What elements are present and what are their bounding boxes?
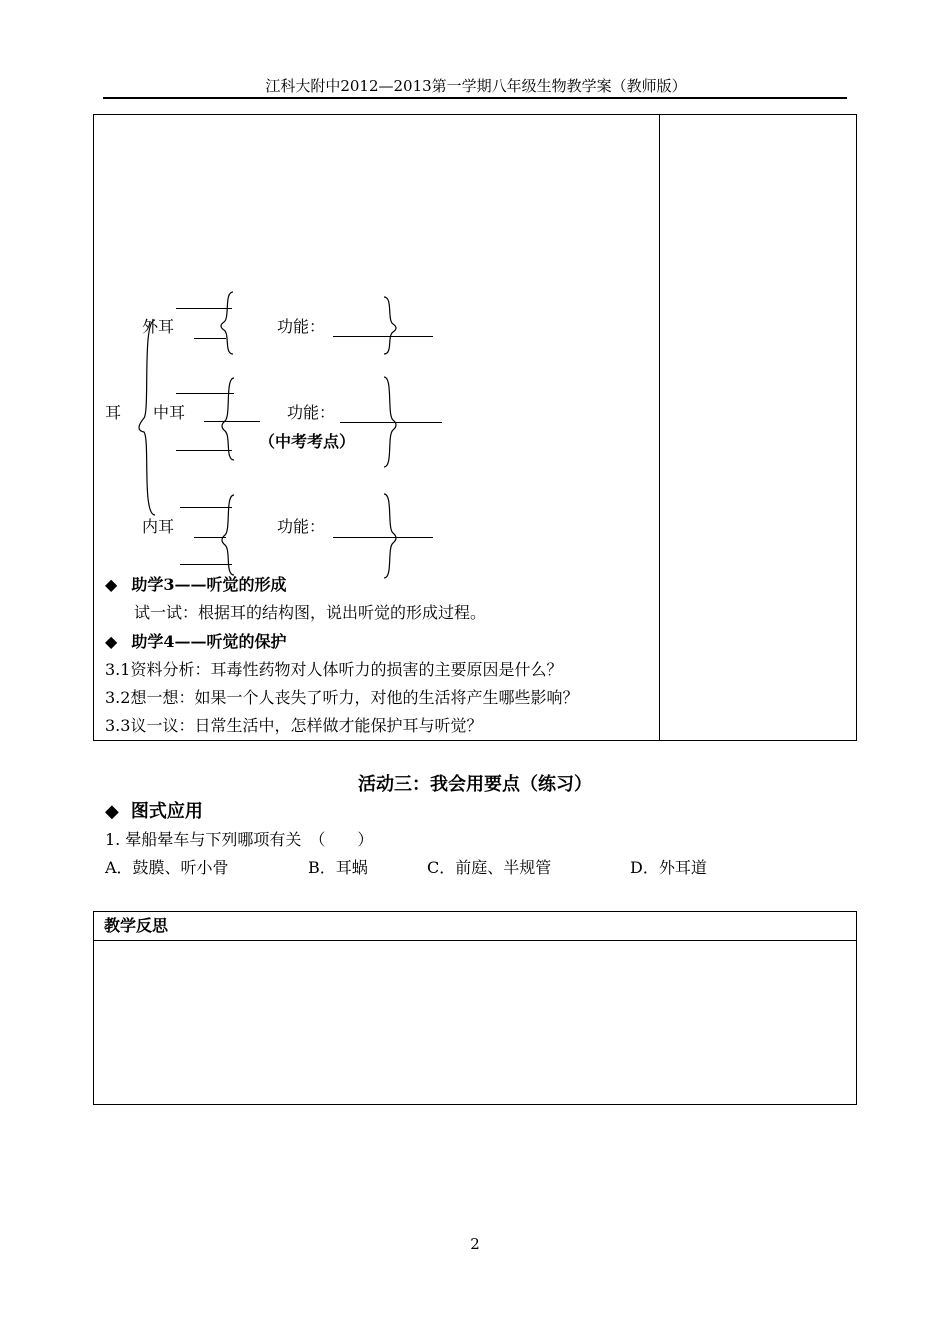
question-1-option-c: C．前庭、半规管 xyxy=(427,858,552,877)
inner-right-brace xyxy=(384,494,396,578)
page-number: 2 xyxy=(470,1235,480,1253)
section4-title: 助学4——听觉的保护 xyxy=(131,632,287,651)
subsection-title: 图式应用 xyxy=(130,801,203,822)
section3-text: 试一试：根据耳的结构图，说出听觉的形成过程。 xyxy=(134,603,487,622)
section4-heading xyxy=(105,631,286,653)
section3-heading xyxy=(105,574,286,596)
section4-item-2: 3.2想一想：如果一个人丧失了听力，对他的生活将产生哪些影响？ xyxy=(105,688,579,707)
ear-root-label: 耳 xyxy=(105,403,122,422)
inner-ear-label: 内耳 xyxy=(142,517,175,536)
section4-item-3: 3.3议一议：日常生活中，怎样做才能保护耳与听觉？ xyxy=(105,716,483,735)
section3-title: 助学3——听觉的形成 xyxy=(131,575,287,594)
exam-point-note: （中考考点） xyxy=(259,432,356,451)
section4-item-1: 3.1资料分析：耳毒性药物对人体听力的损害的主要原因是什么？ xyxy=(105,660,563,679)
reflection-header-divider xyxy=(93,940,857,941)
inner-ear-function-label: 功能： xyxy=(277,517,326,536)
diamond-bullet-icon: ◆ xyxy=(105,575,118,594)
page-header: 江科大附中2012—2013第一学期八年级生物教学案（教师版） xyxy=(265,77,687,95)
question-1-option-a: A．鼓膜、听小骨 xyxy=(105,858,229,877)
activity3-title: 活动三：我会用要点（练习） xyxy=(358,774,592,795)
middle-left-brace xyxy=(222,378,234,460)
question-1: 1. 晕船晕车与下列哪项有关 （ ） xyxy=(105,830,374,849)
outer-left-brace xyxy=(221,292,233,354)
outer-ear-label: 外耳 xyxy=(142,317,175,336)
outer-ear-function-label: 功能： xyxy=(277,317,326,336)
middle-ear-label: 中耳 xyxy=(153,403,186,422)
reflection-title: 教学反思 xyxy=(104,916,169,935)
diamond-bullet-icon: ◆ xyxy=(105,801,119,822)
activity3-subsection xyxy=(105,800,203,824)
question-1-option-b: B．耳蜗 xyxy=(308,858,368,877)
diamond-bullet-icon: ◆ xyxy=(105,632,118,651)
question-1-option-d: D．外耳道 xyxy=(630,858,707,877)
middle-ear-function-label: 功能： xyxy=(287,403,336,422)
outer-right-brace xyxy=(384,297,396,354)
